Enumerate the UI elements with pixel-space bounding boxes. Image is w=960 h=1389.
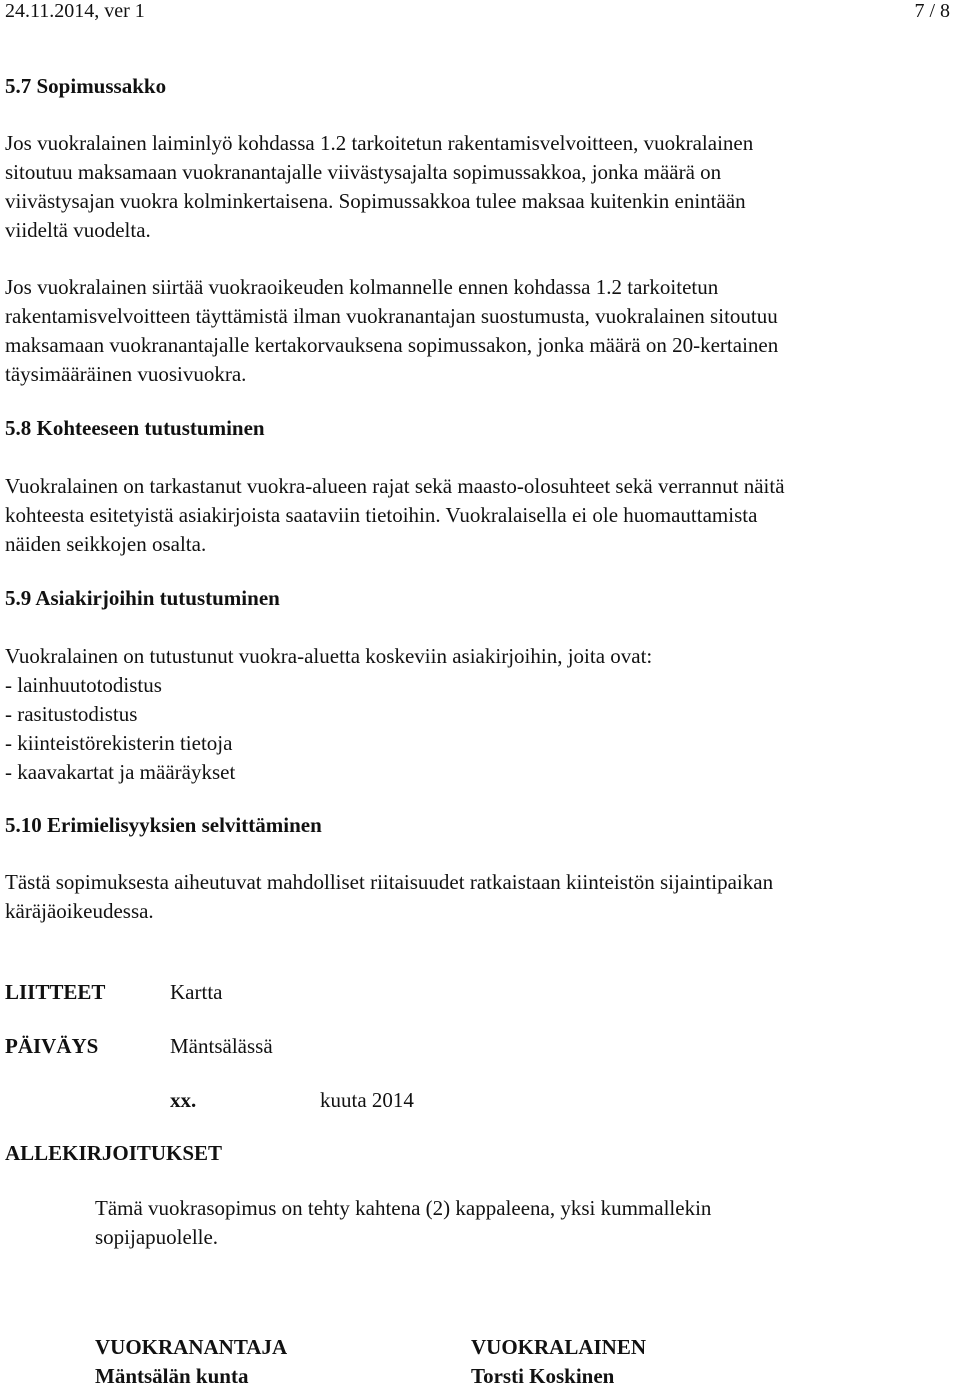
text-line: maksamaan vuokranantajalle kertakorvauksena sopimussakon, jonka määrä on 20-kertainen	[5, 333, 779, 357]
text-line: Tästä sopimuksesta aiheutuvat mahdolliset riitaisuudet ratkaistaan kiinteistön sijaintipaikan	[5, 870, 774, 894]
section-heading-5-8: 5.8 Kohteeseen tutustuminen	[5, 416, 265, 440]
text-line: näiden seikkojen osalta.	[5, 532, 207, 556]
text-line: sopijapuolelle.	[95, 1225, 219, 1249]
paragraph-5-9	[5, 642, 955, 787]
date-label: PÄIVÄYS	[5, 1034, 99, 1058]
copies-statement	[95, 1194, 955, 1252]
text-line: sitoutuu maksamaan vuokranantajalle viivästysajalta sopimussakkoa, jonka määrä on	[5, 160, 722, 184]
paragraph-5-8	[5, 472, 955, 559]
text-line: rakentamisvelvoitteen täyttämistä ilman vuokranantajan suostumusta, vuokralainen sitoutuu	[5, 304, 778, 328]
section-heading-5-7: 5.7 Sopimussakko	[5, 74, 167, 98]
list-item: - rasitustodistus	[5, 702, 138, 726]
section-heading-5-10: 5.10 Erimielisyyksien selvittäminen	[5, 813, 322, 837]
text-line: viivästysajan vuokra kolminkertaisena. Sopimussakkoa tulee maksaa kuitenkin enintään	[5, 189, 746, 213]
signatures-label: ALLEKIRJOITUKSET	[5, 1141, 223, 1165]
attachments-value: Kartta	[170, 980, 223, 1004]
text-line: käräjäoikeudessa.	[5, 899, 154, 923]
lessor-title: VUOKRANANTAJA	[95, 1335, 288, 1359]
paragraph-5-7-1	[5, 129, 955, 245]
text-line: täysimääräinen vuosivuokra.	[5, 362, 247, 386]
list-item: - kiinteistörekisterin tietoja	[5, 731, 233, 755]
date-month-year: kuuta 2014	[320, 1088, 414, 1112]
text-line: Jos vuokralainen laiminlyö kohdassa 1.2 tarkoitetun rakentamisvelvoitteen, vuokralainen	[5, 131, 754, 155]
section-heading-5-9: 5.9 Asiakirjoihin tutustuminen	[5, 586, 280, 610]
text-line: Vuokralainen on tutustunut vuokra-aluetta koskeviin asiakirjoihin, joita ovat:	[5, 644, 653, 668]
paragraph-5-10	[5, 868, 955, 926]
lessee-title: VUOKRALAINEN	[471, 1335, 647, 1359]
text-line: Jos vuokralainen siirtää vuokraoikeuden kolmannelle ennen kohdassa 1.2 tarkoitetun	[5, 275, 719, 299]
text-line: kohteesta esitetyistä asiakirjoista saataviin tietoihin. Vuokralaisella ei ole huomauttamista	[5, 503, 758, 527]
text-line: Vuokralainen on tarkastanut vuokra-alueen rajat sekä maasto-olosuhteet sekä verrannut näitä	[5, 474, 785, 498]
paragraph-5-7-2	[5, 273, 955, 389]
list-item: - kaavakartat ja määräykset	[5, 760, 236, 784]
text-line: viideltä vuodelta.	[5, 218, 151, 242]
attachments-label: LIITTEET	[5, 980, 106, 1004]
list-item: - lainhuutotodistus	[5, 673, 162, 697]
lessor-name: Mäntsälän kunta	[95, 1364, 249, 1388]
text-line: Tämä vuokrasopimus on tehty kahtena (2) kappaleena, yksi kummallekin	[95, 1196, 712, 1220]
document-date-version: 24.11.2014, ver 1	[5, 0, 145, 22]
date-day: xx.	[170, 1088, 197, 1112]
lessee-name: Torsti Koskinen	[471, 1364, 615, 1388]
date-place: Mäntsälässä	[170, 1034, 273, 1058]
page-number: 7 / 8	[914, 0, 950, 22]
